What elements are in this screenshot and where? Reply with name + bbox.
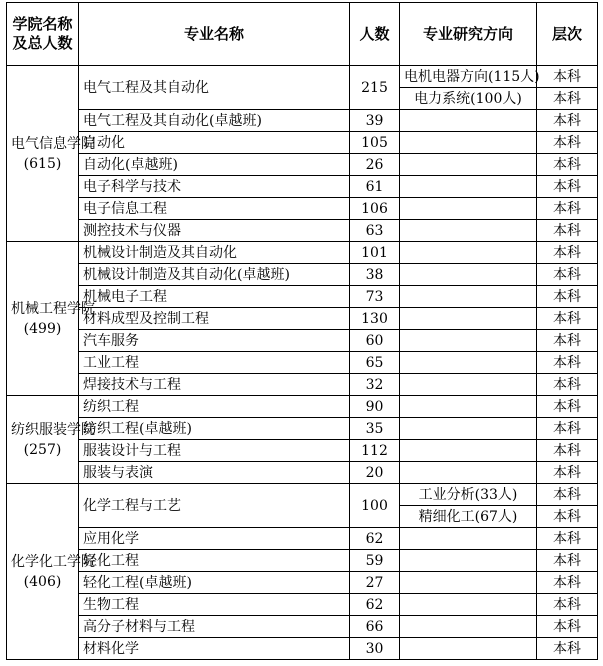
major-name: 测控技术与仪器 xyxy=(79,220,350,242)
major-name: 材料成型及控制工程 xyxy=(79,308,350,330)
level-cell: 本科 xyxy=(537,198,598,220)
research-direction-empty xyxy=(400,330,537,352)
research-direction-empty xyxy=(400,176,537,198)
table-row xyxy=(7,110,598,132)
student-count: 60 xyxy=(350,330,400,352)
table-row xyxy=(7,308,598,330)
student-count: 66 xyxy=(350,616,400,638)
college-total: (257) xyxy=(23,441,62,458)
research-direction-empty xyxy=(400,352,537,374)
research-direction-empty xyxy=(400,198,537,220)
college-cell xyxy=(7,242,95,396)
major-name: 高分子材料与工程 xyxy=(79,616,350,638)
table-row xyxy=(7,550,598,572)
header-major: 专业名称 xyxy=(79,3,350,66)
student-count: 130 xyxy=(350,308,400,330)
research-direction-empty xyxy=(400,616,537,638)
student-count: 59 xyxy=(350,550,400,572)
table-row xyxy=(7,66,598,88)
college-name: 机械工程学院 xyxy=(11,300,95,317)
student-count: 100 xyxy=(350,484,400,528)
major-name: 焊接技术与工程 xyxy=(79,374,350,396)
major-name: 自动化(卓越班) xyxy=(79,154,350,176)
student-count: 39 xyxy=(350,110,400,132)
level-cell: 本科 xyxy=(537,154,598,176)
student-count: 215 xyxy=(350,66,400,110)
major-name: 轻化工程 xyxy=(79,550,350,572)
table-row xyxy=(7,572,598,594)
research-direction-empty xyxy=(400,396,537,418)
major-name: 生物工程 xyxy=(79,594,350,616)
table-row xyxy=(7,528,598,550)
table-row xyxy=(7,132,598,154)
student-count: 112 xyxy=(350,440,400,462)
header-level: 层次 xyxy=(537,3,598,66)
level-cell: 本科 xyxy=(537,396,598,418)
major-name: 汽车服务 xyxy=(79,330,350,352)
research-direction-empty xyxy=(400,418,537,440)
student-count: 65 xyxy=(350,352,400,374)
major-name: 纺织工程(卓越班) xyxy=(79,418,350,440)
level-cell: 本科 xyxy=(537,418,598,440)
level-cell: 本科 xyxy=(537,506,598,528)
student-count: 62 xyxy=(350,528,400,550)
major-name: 服装设计与工程 xyxy=(79,440,350,462)
student-count: 105 xyxy=(350,132,400,154)
student-count: 73 xyxy=(350,286,400,308)
table-body xyxy=(7,66,598,660)
major-name: 电子信息工程 xyxy=(79,198,350,220)
table-row xyxy=(7,374,598,396)
level-cell: 本科 xyxy=(537,110,598,132)
major-name: 纺织工程 xyxy=(79,396,350,418)
level-cell: 本科 xyxy=(537,638,598,660)
student-count: 32 xyxy=(350,374,400,396)
level-cell: 本科 xyxy=(537,88,598,110)
major-name: 电子科学与技术 xyxy=(79,176,350,198)
level-cell: 本科 xyxy=(537,308,598,330)
research-direction-empty xyxy=(400,154,537,176)
level-cell: 本科 xyxy=(537,550,598,572)
header-count: 人数 xyxy=(350,3,400,66)
college-total: (499) xyxy=(23,320,62,337)
research-direction-empty xyxy=(400,132,537,154)
level-cell: 本科 xyxy=(537,352,598,374)
major-name: 轻化工程(卓越班) xyxy=(79,572,350,594)
research-direction-empty xyxy=(400,286,537,308)
research-direction-empty xyxy=(400,550,537,572)
table-row xyxy=(7,638,598,660)
research-direction-empty xyxy=(400,528,537,550)
major-name: 应用化学 xyxy=(79,528,350,550)
table-row xyxy=(7,462,598,484)
major-name: 化学工程与工艺 xyxy=(79,484,350,528)
research-direction-empty xyxy=(400,308,537,330)
level-cell: 本科 xyxy=(537,66,598,88)
header-college: 学院名称及总人数 xyxy=(7,3,79,66)
student-count: 30 xyxy=(350,638,400,660)
level-cell: 本科 xyxy=(537,616,598,638)
table-row xyxy=(7,242,598,264)
student-count: 90 xyxy=(350,396,400,418)
level-cell: 本科 xyxy=(537,242,598,264)
major-name: 电气工程及其自动化(卓越班) xyxy=(79,110,350,132)
student-count: 38 xyxy=(350,264,400,286)
table-row xyxy=(7,484,598,506)
research-direction: 电力系统(100人) xyxy=(400,88,537,110)
level-cell: 本科 xyxy=(537,374,598,396)
research-direction-empty xyxy=(400,440,537,462)
college-name: 化学化工学院 xyxy=(11,553,95,570)
level-cell: 本科 xyxy=(537,462,598,484)
student-count: 63 xyxy=(350,220,400,242)
student-count: 20 xyxy=(350,462,400,484)
student-count: 61 xyxy=(350,176,400,198)
level-cell: 本科 xyxy=(537,572,598,594)
major-name: 机械设计制造及其自动化 xyxy=(79,242,350,264)
research-direction-empty xyxy=(400,374,537,396)
college-total: (406) xyxy=(23,573,62,590)
college-total: (615) xyxy=(23,155,62,172)
level-cell: 本科 xyxy=(537,286,598,308)
research-direction-empty xyxy=(400,242,537,264)
level-cell: 本科 xyxy=(537,176,598,198)
level-cell: 本科 xyxy=(537,440,598,462)
student-count: 35 xyxy=(350,418,400,440)
research-direction-empty xyxy=(400,220,537,242)
major-name: 自动化 xyxy=(79,132,350,154)
header-row xyxy=(7,3,598,66)
header-direction: 专业研究方向 xyxy=(400,3,537,66)
student-count: 27 xyxy=(350,572,400,594)
table-row xyxy=(7,176,598,198)
major-name: 工业工程 xyxy=(79,352,350,374)
major-name: 服装与表演 xyxy=(79,462,350,484)
table-row xyxy=(7,198,598,220)
level-cell: 本科 xyxy=(537,528,598,550)
level-cell: 本科 xyxy=(537,132,598,154)
college-name: 纺织服装学院 xyxy=(11,421,95,438)
table-row xyxy=(7,220,598,242)
table-row xyxy=(7,594,598,616)
research-direction: 电机电器方向(115人) xyxy=(400,66,537,88)
college-cell xyxy=(7,66,95,242)
major-name: 电气工程及其自动化 xyxy=(79,66,350,110)
table-row xyxy=(7,418,598,440)
college-name: 电气信息学院 xyxy=(11,135,95,152)
student-count: 101 xyxy=(350,242,400,264)
level-cell: 本科 xyxy=(537,264,598,286)
research-direction-empty xyxy=(400,572,537,594)
student-count: 62 xyxy=(350,594,400,616)
table-row xyxy=(7,264,598,286)
level-cell: 本科 xyxy=(537,330,598,352)
table-row xyxy=(7,154,598,176)
research-direction-empty xyxy=(400,110,537,132)
enrollment-table xyxy=(6,2,598,660)
student-count: 26 xyxy=(350,154,400,176)
research-direction-empty xyxy=(400,594,537,616)
research-direction-empty xyxy=(400,638,537,660)
research-direction: 工业分析(33人) xyxy=(400,484,537,506)
level-cell: 本科 xyxy=(537,594,598,616)
college-cell xyxy=(7,484,95,660)
level-cell: 本科 xyxy=(537,220,598,242)
research-direction-empty xyxy=(400,264,537,286)
research-direction: 精细化工(67人) xyxy=(400,506,537,528)
table-row xyxy=(7,330,598,352)
table-row xyxy=(7,396,598,418)
major-name: 机械设计制造及其自动化(卓越班) xyxy=(79,264,350,286)
major-name: 机械电子工程 xyxy=(79,286,350,308)
college-cell xyxy=(7,396,95,484)
table-row xyxy=(7,352,598,374)
table-row xyxy=(7,440,598,462)
major-name: 材料化学 xyxy=(79,638,350,660)
table-row xyxy=(7,286,598,308)
student-count: 106 xyxy=(350,198,400,220)
table-row xyxy=(7,616,598,638)
research-direction-empty xyxy=(400,462,537,484)
level-cell: 本科 xyxy=(537,484,598,506)
